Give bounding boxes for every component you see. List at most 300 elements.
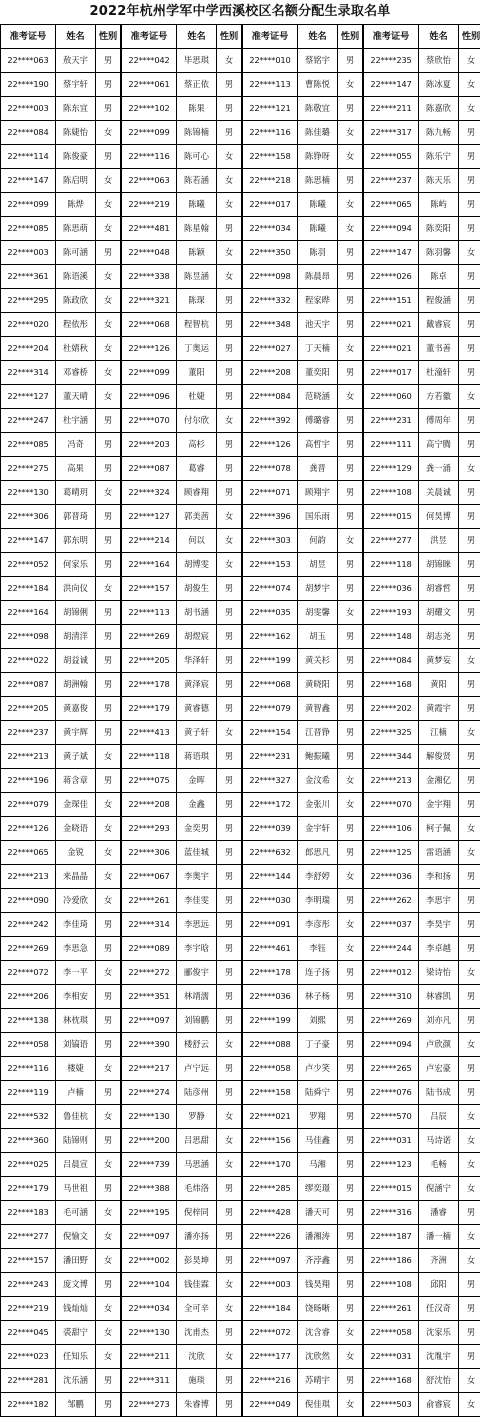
table-row	[122, 1105, 242, 1129]
exam-number-cell: 22****036	[364, 865, 419, 889]
table-row	[122, 649, 242, 673]
student-name-cell: 柯子佩	[419, 817, 459, 841]
student-name-cell: 傅周年	[419, 409, 459, 433]
table-row	[122, 289, 242, 313]
student-name-cell: 金宇翔	[419, 793, 459, 817]
gender-cell: 男	[459, 145, 480, 169]
student-name-cell: 潘田野	[56, 1249, 96, 1273]
table-row	[364, 745, 480, 769]
gender-cell: 女	[338, 529, 363, 553]
gender-cell: 男	[459, 1009, 480, 1033]
gender-cell: 男	[338, 961, 363, 985]
table-row	[122, 241, 242, 265]
student-name-cell: 倪佳琪	[298, 1393, 338, 1417]
student-name-cell: 李佳琦	[56, 913, 96, 937]
student-name-cell: 吕思甜	[177, 1129, 217, 1153]
exam-number-cell: 22****104	[122, 1273, 177, 1297]
table-row	[122, 361, 242, 385]
table-row	[364, 601, 480, 625]
gender-cell: 女	[459, 1249, 480, 1273]
gender-cell: 女	[338, 217, 363, 241]
table-row	[122, 121, 242, 145]
student-name-cell: 黄宇辉	[56, 721, 96, 745]
gender-cell: 男	[217, 985, 242, 1009]
table-row	[243, 841, 363, 865]
student-name-cell: 金鑫	[177, 793, 217, 817]
gender-cell: 女	[459, 1153, 480, 1177]
gender-cell: 女	[338, 145, 363, 169]
gender-cell: 男	[459, 265, 480, 289]
gender-cell: 男	[459, 1297, 480, 1321]
student-name-cell: 江晋铮	[298, 721, 338, 745]
table-row	[243, 289, 363, 313]
exam-number-cell: 22****031	[364, 1129, 419, 1153]
table-row	[364, 793, 480, 817]
exam-number-cell: 22****503	[364, 1393, 419, 1417]
exam-number-cell: 22****094	[364, 1033, 419, 1057]
table-row	[243, 985, 363, 1009]
table-row	[1, 553, 121, 577]
table-row	[1, 697, 121, 721]
table-row	[122, 1081, 242, 1105]
exam-number-cell: 22****078	[243, 457, 298, 481]
gender-cell: 女	[459, 1393, 480, 1417]
student-name-cell: 黄霞宇	[419, 697, 459, 721]
gender-cell: 男	[338, 817, 363, 841]
student-name-cell: 胡耀文	[419, 601, 459, 625]
exam-number-cell: 22****099	[122, 121, 177, 145]
table-row	[243, 1105, 363, 1129]
table-row	[243, 97, 363, 121]
table-row	[243, 1033, 363, 1057]
table-row	[122, 457, 242, 481]
gender-cell: 男	[96, 433, 121, 457]
student-name-cell: 国乐雨	[298, 505, 338, 529]
gender-cell: 男	[217, 1057, 242, 1081]
gender-cell: 女	[96, 361, 121, 385]
gender-cell: 女	[96, 793, 121, 817]
gender-cell: 女	[338, 337, 363, 361]
table-row	[1, 1177, 121, 1201]
gender-cell: 男	[459, 865, 480, 889]
student-name-cell: 饶旸晰	[298, 1297, 338, 1321]
table-row	[364, 625, 480, 649]
exam-number-cell: 22****214	[122, 529, 177, 553]
gender-cell: 女	[338, 1321, 363, 1345]
gender-cell: 男	[459, 601, 480, 625]
exam-number-cell: 22****316	[364, 1201, 419, 1225]
table-row	[122, 1129, 242, 1153]
student-name-cell: 程依彤	[56, 313, 96, 337]
exam-number-cell: 22****242	[1, 913, 56, 937]
exam-number-cell: 22****392	[243, 409, 298, 433]
table-row	[1, 913, 121, 937]
student-name-cell: 金琛佳	[56, 793, 96, 817]
student-name-cell: 毕思琪	[177, 49, 217, 73]
student-name-cell: 苏晴宇	[298, 1369, 338, 1393]
table-row	[243, 697, 363, 721]
gender-cell: 男	[338, 649, 363, 673]
student-name-cell: 黄晓阳	[298, 673, 338, 697]
exam-number-cell: 22****193	[364, 601, 419, 625]
student-name-cell: 马诗诺	[419, 1129, 459, 1153]
exam-number-cell: 22****321	[122, 289, 177, 313]
table-row	[122, 673, 242, 697]
admission-table-2	[121, 24, 242, 1417]
gender-cell: 男	[96, 625, 121, 649]
exam-number-cell: 22****034	[122, 1297, 177, 1321]
student-name-cell: 胡梦宇	[298, 577, 338, 601]
gender-cell: 男	[338, 361, 363, 385]
exam-number-cell: 22****184	[243, 1297, 298, 1321]
exam-number-cell: 22****072	[1, 961, 56, 985]
table-row	[1, 1081, 121, 1105]
student-name-cell: 陆舜宁	[298, 1081, 338, 1105]
student-name-cell: 陈冰夏	[419, 73, 459, 97]
student-name-cell: 陈昱涵	[177, 265, 217, 289]
exam-number-cell: 22****119	[1, 1081, 56, 1105]
exam-number-cell: 22****063	[1, 49, 56, 73]
exam-number-cell: 22****003	[1, 97, 56, 121]
table-row	[243, 721, 363, 745]
gender-cell: 男	[217, 457, 242, 481]
student-name-cell: 丁天楠	[298, 337, 338, 361]
table-row	[243, 1321, 363, 1345]
student-name-cell: 邱阳	[419, 1273, 459, 1297]
student-name-cell: 胡洲翰	[56, 673, 96, 697]
exam-number-cell: 22****025	[1, 1153, 56, 1177]
table-row	[364, 1129, 480, 1153]
gender-cell: 男	[338, 577, 363, 601]
table-row	[122, 577, 242, 601]
table-row	[1, 1249, 121, 1273]
exam-number-cell: 22****039	[243, 817, 298, 841]
exam-number-cell: 22****213	[364, 769, 419, 793]
exam-number-cell: 22****306	[1, 505, 56, 529]
gender-cell: 女	[338, 193, 363, 217]
student-name-cell: 陈佳璐	[298, 121, 338, 145]
student-name-cell: 倪梓同	[177, 1201, 217, 1225]
header-gender: 性别	[459, 25, 480, 49]
gender-cell: 女	[459, 97, 480, 121]
table-row	[364, 985, 480, 1009]
student-name-cell: 蓝佳城	[177, 841, 217, 865]
header-name: 姓名	[298, 25, 338, 49]
exam-number-cell: 22****168	[364, 673, 419, 697]
gender-cell: 男	[217, 793, 242, 817]
exam-number-cell: 22****061	[122, 73, 177, 97]
gender-cell: 男	[96, 73, 121, 97]
student-name-cell: 马思涵	[177, 1153, 217, 1177]
header-gender: 性别	[96, 25, 121, 49]
exam-number-cell: 22****202	[364, 697, 419, 721]
table-row	[364, 505, 480, 529]
table-row	[1, 481, 121, 505]
gender-cell: 男	[338, 673, 363, 697]
table-row	[364, 193, 480, 217]
exam-number-cell: 22****127	[122, 505, 177, 529]
gender-cell: 男	[459, 505, 480, 529]
exam-number-cell: 22****231	[364, 409, 419, 433]
exam-number-cell: 22****274	[122, 1081, 177, 1105]
gender-cell: 女	[338, 1345, 363, 1369]
student-name-cell: 金锐	[56, 841, 96, 865]
gender-cell: 女	[96, 481, 121, 505]
exam-number-cell: 22****226	[243, 1225, 298, 1249]
gender-cell: 男	[96, 457, 121, 481]
gender-cell: 女	[96, 217, 121, 241]
exam-number-cell: 22****182	[1, 1393, 56, 1417]
student-name-cell: 何以	[177, 529, 217, 553]
gender-cell: 男	[338, 553, 363, 577]
student-name-cell: 彭昊坤	[177, 1249, 217, 1273]
exam-number-cell: 22****089	[122, 937, 177, 961]
exam-number-cell: 22****158	[243, 145, 298, 169]
table-row	[122, 505, 242, 529]
gender-cell: 男	[459, 769, 480, 793]
student-name-cell: 林子杨	[298, 985, 338, 1009]
gender-cell: 女	[96, 817, 121, 841]
table-row	[243, 337, 363, 361]
gender-cell: 男	[96, 937, 121, 961]
table-row	[122, 889, 242, 913]
exam-number-cell: 22****213	[1, 865, 56, 889]
table-row	[122, 1369, 242, 1393]
exam-number-cell: 22****036	[364, 577, 419, 601]
gender-cell: 女	[96, 889, 121, 913]
table-row	[122, 1393, 242, 1417]
student-name-cell: 傅璐睿	[298, 409, 338, 433]
student-name-cell: 陈俊豪	[56, 145, 96, 169]
exam-number-cell: 22****390	[122, 1033, 177, 1057]
student-name-cell: 刘亦凡	[419, 1009, 459, 1033]
gender-cell: 女	[96, 337, 121, 361]
student-name-cell: 付尔欣	[177, 409, 217, 433]
gender-cell: 男	[459, 793, 480, 817]
gender-cell: 男	[217, 1081, 242, 1105]
exam-number-cell: 22****211	[122, 1345, 177, 1369]
header-exam-number: 准考证号	[122, 25, 177, 49]
student-name-cell: 胡书涵	[177, 601, 217, 625]
gender-cell: 女	[459, 817, 480, 841]
exam-number-cell: 22****060	[364, 385, 419, 409]
exam-number-cell: 22****003	[243, 1273, 298, 1297]
gender-cell: 女	[217, 1033, 242, 1057]
exam-number-cell: 22****327	[243, 769, 298, 793]
exam-number-cell: 22****085	[1, 433, 56, 457]
student-name-cell: 程家晔	[298, 289, 338, 313]
gender-cell: 女	[338, 385, 363, 409]
student-name-cell: 齐浡鑫	[298, 1249, 338, 1273]
table-row	[364, 889, 480, 913]
exam-number-cell: 22****035	[243, 601, 298, 625]
gender-cell: 男	[96, 1369, 121, 1393]
exam-number-cell: 22****079	[243, 697, 298, 721]
gender-cell: 女	[217, 241, 242, 265]
table-header-row	[364, 25, 480, 49]
gender-cell: 男	[96, 529, 121, 553]
gender-cell: 男	[338, 241, 363, 265]
student-name-cell: 郦俊宇	[177, 961, 217, 985]
table-row	[243, 889, 363, 913]
student-name-cell: 杜宇涵	[56, 409, 96, 433]
table-row	[364, 361, 480, 385]
gender-cell: 男	[459, 481, 480, 505]
gender-cell: 女	[338, 121, 363, 145]
table-row	[364, 721, 480, 745]
exam-number-cell: 22****098	[243, 265, 298, 289]
exam-number-cell: 22****178	[122, 673, 177, 697]
exam-number-cell: 22****118	[364, 553, 419, 577]
student-name-cell: 潘睿	[419, 1201, 459, 1225]
exam-number-cell: 22****317	[364, 121, 419, 145]
exam-number-cell: 22****076	[364, 1081, 419, 1105]
table-row	[122, 409, 242, 433]
student-name-cell: 梁诗怡	[419, 961, 459, 985]
table-row	[243, 937, 363, 961]
student-name-cell: 李思远	[177, 913, 217, 937]
table-row	[122, 265, 242, 289]
student-name-cell: 蔡正依	[177, 73, 217, 97]
student-name-cell: 陈曦	[298, 193, 338, 217]
exam-number-cell: 22****058	[243, 1057, 298, 1081]
table-row	[122, 721, 242, 745]
table-row	[243, 313, 363, 337]
table-row	[364, 265, 480, 289]
table-row	[122, 865, 242, 889]
exam-number-cell: 22****632	[243, 841, 298, 865]
table-row	[243, 1009, 363, 1033]
exam-number-cell: 22****281	[1, 1369, 56, 1393]
exam-number-cell: 22****074	[243, 577, 298, 601]
gender-cell: 男	[217, 745, 242, 769]
student-name-cell: 陈羽	[298, 241, 338, 265]
table-row	[122, 529, 242, 553]
gender-cell: 男	[217, 673, 242, 697]
exam-number-cell: 22****154	[243, 721, 298, 745]
table-row	[364, 337, 480, 361]
exam-number-cell: 22****303	[243, 529, 298, 553]
student-name-cell: 丁奥运	[177, 337, 217, 361]
table-row	[122, 313, 242, 337]
exam-number-cell: 22****208	[122, 793, 177, 817]
table-row	[1, 1033, 121, 1057]
student-name-cell: 胡锦俐	[56, 601, 96, 625]
exam-number-cell: 22****179	[1, 1177, 56, 1201]
gender-cell: 男	[96, 409, 121, 433]
gender-cell: 女	[96, 169, 121, 193]
table-row	[1, 649, 121, 673]
student-name-cell: 何昊博	[419, 505, 459, 529]
gender-cell: 女	[96, 745, 121, 769]
table-row	[243, 193, 363, 217]
gender-cell: 女	[96, 865, 121, 889]
exam-number-cell: 22****261	[122, 889, 177, 913]
gender-cell: 女	[217, 553, 242, 577]
gender-cell: 男	[217, 1201, 242, 1225]
exam-number-cell: 22****147	[1, 169, 56, 193]
admission-table-3	[242, 24, 363, 1417]
student-name-cell: 葛晴玥	[56, 481, 96, 505]
exam-number-cell: 22****219	[1, 1297, 56, 1321]
table-row	[364, 1201, 480, 1225]
gender-cell: 男	[459, 985, 480, 1009]
table-row	[364, 1033, 480, 1057]
student-name-cell: 陈羽馨	[419, 241, 459, 265]
student-name-cell: 李相安	[56, 985, 96, 1009]
exam-number-cell: 22****237	[1, 721, 56, 745]
gender-cell: 男	[338, 721, 363, 745]
table-row	[122, 145, 242, 169]
table-row	[1, 193, 121, 217]
gender-cell: 男	[217, 937, 242, 961]
gender-cell: 男	[96, 49, 121, 73]
table-row	[1, 1201, 121, 1225]
table-row	[364, 1153, 480, 1177]
student-name-cell: 连子扬	[298, 961, 338, 985]
gender-cell: 男	[217, 601, 242, 625]
student-name-cell: 陈铮呀	[298, 145, 338, 169]
student-name-cell: 雷语涵	[419, 841, 459, 865]
student-name-cell: 林枕琪	[56, 1009, 96, 1033]
student-name-cell: 郭东明	[56, 529, 96, 553]
gender-cell: 男	[338, 889, 363, 913]
table-row	[364, 1081, 480, 1105]
student-name-cell: 李奥宇	[177, 865, 217, 889]
table-row	[364, 433, 480, 457]
gender-cell: 女	[96, 1201, 121, 1225]
student-name-cell: 董奕阳	[298, 361, 338, 385]
table-row	[122, 1177, 242, 1201]
exam-number-cell: 22****277	[1, 1225, 56, 1249]
exam-number-cell: 22****178	[243, 961, 298, 985]
student-name-cell: 施琰	[177, 1369, 217, 1393]
table-row	[364, 1369, 480, 1393]
exam-number-cell: 22****058	[364, 1321, 419, 1345]
table-row	[1, 1297, 121, 1321]
student-name-cell: 陈卓	[419, 265, 459, 289]
exam-number-cell: 22****148	[364, 625, 419, 649]
gender-cell: 男	[217, 1177, 242, 1201]
student-name-cell: 冷爱欣	[56, 889, 96, 913]
student-name-cell: 冯奇	[56, 433, 96, 457]
table-row	[364, 145, 480, 169]
gender-cell: 男	[217, 1225, 242, 1249]
gender-cell: 男	[217, 337, 242, 361]
student-name-cell: 毛可涵	[56, 1201, 96, 1225]
student-name-cell: 陈晨昂	[298, 265, 338, 289]
exam-number-cell: 22****206	[1, 985, 56, 1009]
table-row	[122, 913, 242, 937]
exam-number-cell: 22****075	[122, 769, 177, 793]
exam-number-cell: 22****012	[364, 961, 419, 985]
exam-number-cell: 22****199	[243, 649, 298, 673]
exam-number-cell: 22****070	[364, 793, 419, 817]
exam-number-cell: 22****428	[243, 1201, 298, 1225]
student-name-cell: 江楠	[419, 721, 459, 745]
gender-cell: 男	[459, 337, 480, 361]
gender-cell: 男	[459, 553, 480, 577]
table-row	[122, 553, 242, 577]
table-row	[1, 1321, 121, 1345]
student-name-cell: 郭晋琦	[56, 505, 96, 529]
table-row	[364, 481, 480, 505]
student-name-cell: 胡昱	[298, 553, 338, 577]
student-name-cell: 何韵	[298, 529, 338, 553]
exam-number-cell: 22****184	[1, 577, 56, 601]
exam-number-cell: 22****031	[364, 1345, 419, 1369]
exam-number-cell: 22****247	[1, 409, 56, 433]
